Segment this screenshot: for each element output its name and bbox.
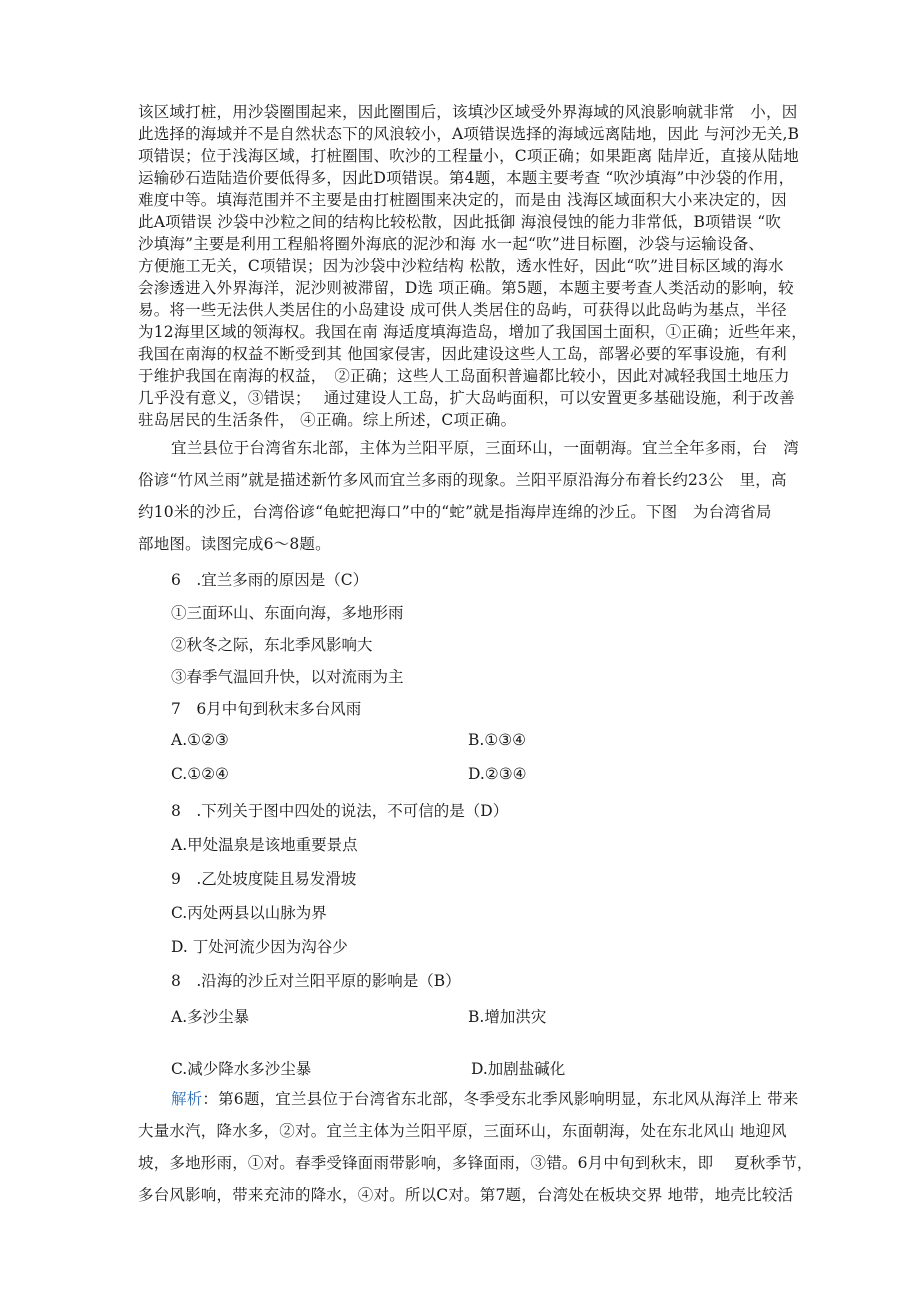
question-item: ②秋冬之际，东北季风影响大 — [171, 636, 373, 654]
text-line: 项错误；位于浅海区域，打桩圈围、吹沙的工程量小，C项正确；如果距离 陆岸近，直接从陆地 — [138, 147, 799, 165]
option-a: A.甲处温泉是该地重要景点 — [171, 836, 358, 854]
text-line: ：第6题，宜兰县位于台湾省东北部，冬季受东北季风影响明显，东北风从海洋上 带来 — [202, 1090, 799, 1108]
question-stem: 6 .宜兰多雨的原因是（C） — [171, 571, 369, 589]
text-line: 该区域打桩，用沙袋圈围起来，因此圈围后，该填沙区域受外界海域的风浪影响就非常 小，因 — [138, 103, 798, 121]
text-line: 几乎没有意义，③错误； 通过建设人工岛，扩大岛屿面积，可以安置更多基础设施，利于改善 — [138, 389, 795, 407]
question-stem: 8 .沿海的沙丘对兰阳平原的影响是（B） — [171, 972, 461, 990]
text-line: 运输砂石造陆造价要低得多，因此D项错误。第4题，本题主要考查 “吹沙填海”中沙袋的作用， — [138, 169, 795, 187]
text-line: 易。将一些无法供人类居住的小岛建设 成可供人类居住的岛屿，可获得以此岛屿为基点，半径 — [138, 301, 787, 319]
text-line: 约10米的沙丘，台湾俗谚“龟蛇把海口”中的“蛇”就是指海岸连绵的沙丘。下图 为台湾省局 — [138, 503, 772, 521]
text-line: 多台风影响，带来充沛的降水，④对。所以C对。第7题，台湾处在板块交界 地带，地壳比较活 — [138, 1186, 794, 1204]
text-line: 为12海里区域的领海权。我国在南 海适度填海造岛，增加了我国国土面积，①正确；近些年来， — [138, 323, 807, 341]
option-d: D.②③④ — [468, 765, 527, 783]
text-line: 此A项错误 沙袋中沙粒之间的结构比较松散，因此抵御 海浪侵蚀的能力非常低，B项错误 “吹 — [138, 213, 782, 231]
option-b: 9 .乙处坡度陡且易发滑坡 — [171, 870, 357, 888]
text-line: 俗谚“竹风兰雨”就是描述新竹多风而宜兰多雨的现象。兰阳平原沿海分布着长约23公 里，高 — [138, 471, 787, 489]
question-stem: 8 .下列关于图中四处的说法，不可信的是（D） — [171, 802, 509, 820]
option-a: A.多沙尘暴 — [171, 1008, 250, 1026]
text-line: 宜兰县位于台湾省东北部，主体为兰阳平原，三面环山，一面朝海。宜兰全年多雨，台 湾 — [171, 439, 800, 457]
option-b: B.①③④ — [468, 731, 527, 749]
text-line: 方便施工无关，C项错误；因为沙袋中沙粒结构 松散，透水性好，因此“吹”进目标区域的海水 — [138, 257, 784, 275]
text-line: 此选择的海域并不是自然状态下的风浪较小，A项错误选择的海域远离陆地，因此 与河沙无关,B — [138, 125, 800, 143]
analysis-first-line — [171, 1087, 831, 1109]
option-c: C.减少降水多沙尘暴 — [171, 1060, 312, 1078]
text-line: 大量水汽，降水多，②对。宜兰主体为兰阳平原，三面环山，东面朝海，处在东北风山 地迎风 — [138, 1122, 787, 1140]
option-d: D.加剧盐碱化 — [471, 1060, 566, 1078]
question-item: ③春季气温回升快，以对流雨为主 — [171, 668, 404, 686]
text-line: 于维护我国在南海的权益， ②正确；这些人工岛面积普遍都比较小，因此对减轻我国土地压力 — [138, 367, 790, 385]
text-line: 会渗透进入外界海洋，泥沙则被滞留，D选 项正确。第5题，本题主要考查人类活动的影响，较 — [138, 279, 794, 297]
option-b: B.增加洪灾 — [468, 1008, 547, 1026]
text-line: 我国在南海的权益不断受到其 他国家侵害，因此建设这些人工岛，部署必要的军事设施，有利 — [138, 345, 787, 363]
analysis-label: 解析 — [171, 1090, 203, 1108]
option-a: A.①②③ — [171, 731, 229, 749]
option-c: C.①②④ — [171, 765, 229, 783]
text-line: 坡，多地形雨，①对。春季受锋面雨带影响，多锋面雨，③错。6月中旬到秋末，即 夏秋季节， — [138, 1154, 813, 1172]
text-line: 部地图。读图完成6～8题。 — [138, 535, 331, 553]
text-line: 沙填海”主要是利用工程船将圈外海底的泥沙和海 水一起“吹”进目标圈，沙袋与运输设备、 — [138, 235, 765, 253]
option-c: C.丙处两县以山脉为界 — [171, 904, 327, 922]
question-item: ①三面环山、东面向海，多地形雨 — [171, 604, 404, 622]
text-line: 驻岛居民的生活条件， ④正确。综上所述，C项正确。 — [138, 411, 517, 429]
question-item: 7 6月中旬到秋末多台风雨 — [171, 700, 362, 718]
text-line: 难度中等。填海范围并不主要是由打桩圈围来决定的，而是由 浅海区域面积大小来决定的，因 — [138, 191, 787, 209]
option-d: D. 丁处河流少因为沟谷少 — [171, 938, 348, 956]
